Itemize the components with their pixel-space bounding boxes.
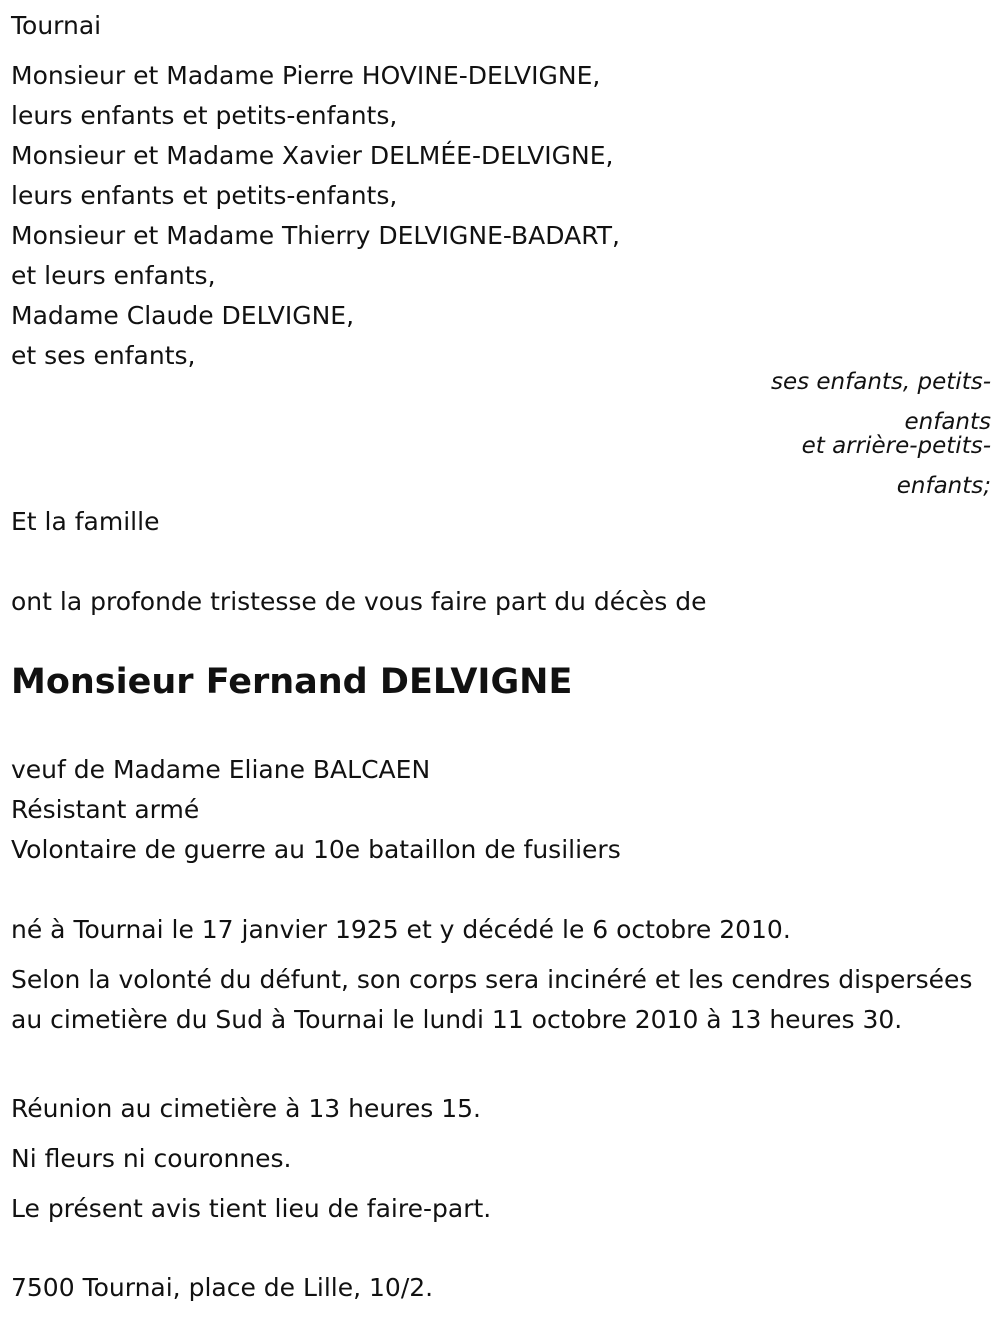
city-heading: Tournai [11, 11, 102, 40]
birth-death-line: né à Tournai le 17 janvier 1925 et y décédé le 6 octobre 2010. [11, 915, 791, 944]
ceremony-paragraph: Selon la volonté du défunt, son corps sera incinéré et les cendres dispersées au cimetière du Sud à Tournai le lundi 11 octobre 2010 à 13 heures 30. [11, 965, 973, 1034]
descendants-note [731, 362, 991, 506]
announcement-text: ont la profonde tristesse de vous faire part du décès de [11, 587, 707, 616]
family-line: Monsieur et Madame Thierry DELVIGNE-BADART, [11, 221, 620, 250]
family-line: Madame Claude DELVIGNE, [11, 301, 355, 330]
family-list [11, 56, 620, 376]
family-line: leurs enfants et petits-enfants, [11, 181, 398, 210]
family-line: leurs enfants et petits-enfants, [11, 101, 398, 130]
family-line: Monsieur et Madame Xavier DELMÉE-DELVIGNE, [11, 141, 614, 170]
meeting-line: Réunion au cimetière à 13 heures 15. [11, 1094, 482, 1123]
descendants-line-2: et arrière-petits-enfants; [801, 433, 991, 499]
family-line: et leurs enfants, [11, 261, 216, 290]
title-line: veuf de Madame Eliane BALCAEN [11, 755, 431, 784]
deceased-name: Monsieur Fernand DELVIGNE [11, 662, 573, 702]
address-line: 7500 Tournai, place de Lille, 10/2. [11, 1273, 434, 1302]
no-flowers-line: Ni fleurs ni couronnes. [11, 1144, 292, 1173]
titles-list [11, 750, 621, 870]
descendants-line-1: ses enfants, petits-enfants [770, 369, 991, 435]
et-la-famille: Et la famille [11, 507, 160, 536]
family-line: et ses enfants, [11, 341, 196, 370]
title-line: Résistant armé [11, 795, 200, 824]
notice-line: Le présent avis tient lieu de faire-part. [11, 1194, 492, 1223]
family-line: Monsieur et Madame Pierre HOVINE-DELVIGNE, [11, 61, 601, 90]
title-line: Volontaire de guerre au 10e bataillon de fusiliers [11, 835, 621, 864]
